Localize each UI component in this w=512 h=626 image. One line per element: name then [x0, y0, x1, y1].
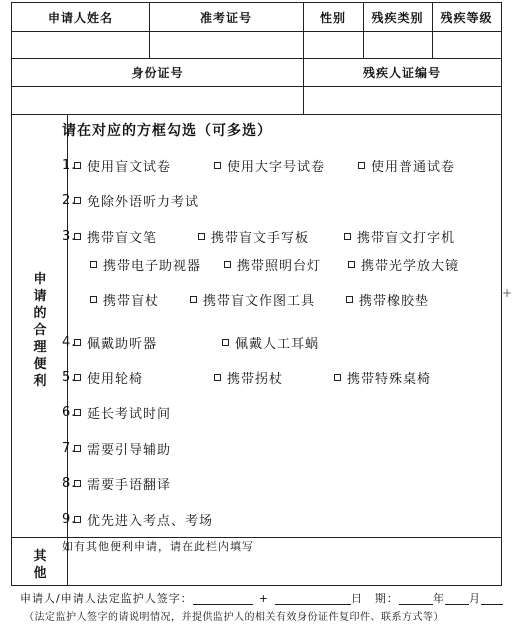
- item-8: [62, 476, 172, 493]
- checkbox[interactable]: [74, 339, 81, 346]
- option-extended-time[interactable]: [74, 403, 171, 422]
- item-number: 5.: [62, 370, 77, 385]
- option-label: 携带橡胶垫: [359, 293, 430, 309]
- checkbox[interactable]: [334, 374, 341, 381]
- option-crutches[interactable]: [214, 368, 283, 387]
- item-number: 7.: [62, 441, 77, 456]
- checkbox[interactable]: [190, 296, 197, 303]
- date-label: 日 期：: [350, 592, 399, 605]
- signature-line: [20, 590, 503, 606]
- header-disability-type: 残疾类别: [371, 10, 424, 25]
- checkbox[interactable]: [74, 233, 81, 240]
- option-rubber-mat[interactable]: [346, 290, 429, 309]
- option-braille-drawing-tools[interactable]: [190, 290, 315, 309]
- checkbox[interactable]: [74, 162, 81, 169]
- option-label: 佩戴助听器: [87, 337, 158, 352]
- option-label: 免除外语听力考试: [87, 195, 200, 210]
- item-number: 4.: [62, 335, 77, 350]
- header-disability-cert-no: 残疾人证编号: [362, 65, 441, 80]
- checkbox[interactable]: [90, 261, 97, 268]
- item-number: 6.: [62, 405, 77, 420]
- other-requests-hint: 如有其他便利申请，请在此栏内填写: [62, 540, 254, 553]
- item-2: [62, 193, 200, 210]
- item-1: [62, 158, 456, 175]
- year-label: 年: [432, 592, 445, 605]
- option-sign-language[interactable]: [74, 474, 171, 493]
- option-label: 佩戴人工耳蜗: [235, 337, 320, 352]
- checkbox[interactable]: [222, 339, 229, 346]
- item-9: [62, 512, 214, 529]
- item-number: 1.: [62, 158, 77, 173]
- checkbox[interactable]: [214, 374, 221, 381]
- header-exam-no: 准考证号: [199, 10, 252, 25]
- option-braille-paper[interactable]: [74, 156, 171, 175]
- checkbox[interactable]: [348, 261, 355, 268]
- option-priority-entry[interactable]: [74, 510, 213, 529]
- checkbox[interactable]: [74, 480, 81, 487]
- option-label: 优先进入考点、考场: [87, 514, 214, 529]
- checkbox[interactable]: [224, 261, 231, 268]
- plus-marker: +: [258, 592, 269, 605]
- checkbox[interactable]: [358, 162, 365, 169]
- option-white-cane[interactable]: [90, 290, 159, 309]
- checkbox[interactable]: [90, 296, 97, 303]
- option-braille-slate[interactable]: [198, 227, 309, 246]
- month-field[interactable]: [445, 594, 469, 605]
- item-number: 3.: [62, 229, 77, 244]
- item-number: 8.: [62, 476, 77, 491]
- option-label: 使用大字号试卷: [227, 160, 326, 175]
- option-wheelchair[interactable]: [74, 368, 143, 387]
- option-guide-assist[interactable]: [74, 439, 171, 458]
- option-label: 携带盲文笔: [87, 231, 158, 246]
- option-exempt-listening[interactable]: [74, 191, 199, 210]
- option-electronic-magnifier[interactable]: [90, 255, 201, 274]
- option-label: 使用普通试卷: [371, 160, 456, 175]
- instruction-heading: 请在对应的方框勾选（可多选）: [62, 123, 272, 139]
- option-label: 携带电子助视器: [103, 258, 202, 274]
- option-label: 携带光学放大镜: [361, 258, 460, 274]
- rule-r3: [12, 86, 501, 87]
- option-label: 使用轮椅: [87, 372, 144, 387]
- option-special-desk-chair[interactable]: [334, 368, 431, 387]
- signature-field[interactable]: [193, 594, 253, 605]
- guardian-note: （法定监护人签字的请说明情况，并提供监护人的相关有效身份证件复印件、联系方式等）: [24, 612, 444, 623]
- year-field[interactable]: [399, 594, 433, 605]
- signature-label: 申请人/申请人法定监护人签字：: [20, 592, 193, 605]
- item-4: [62, 335, 320, 352]
- header-disability-level: 残疾等级: [440, 10, 493, 25]
- side-plus-marker: +: [501, 286, 512, 300]
- item-3: [62, 229, 456, 246]
- option-label: 延长考试时间: [87, 407, 172, 422]
- section-label-accommodations: 申请的合理便利: [33, 272, 47, 389]
- option-large-print-paper[interactable]: [214, 156, 325, 175]
- rule-r4: [12, 114, 501, 115]
- option-label: 携带特殊桌椅: [347, 372, 432, 387]
- checkbox[interactable]: [74, 516, 81, 523]
- item-number: 9.: [62, 512, 77, 527]
- item-5: [62, 370, 432, 387]
- checkbox[interactable]: [74, 374, 81, 381]
- checkbox[interactable]: [74, 197, 81, 204]
- header-name: 申请人姓名: [47, 10, 113, 25]
- option-label: 携带拐杖: [227, 372, 284, 387]
- item-number: 2.: [62, 193, 77, 208]
- option-hearing-aid[interactable]: [74, 333, 157, 352]
- option-label: 携带盲文作图工具: [203, 293, 316, 309]
- header-id-no: 身份证号: [131, 65, 184, 80]
- option-label: 需要手语翻译: [87, 478, 172, 493]
- signature-field-2[interactable]: [275, 594, 351, 605]
- option-optical-magnifier[interactable]: [348, 255, 459, 274]
- option-regular-paper[interactable]: [358, 156, 455, 175]
- section-label-other: 其他: [33, 549, 47, 581]
- option-label: 使用盲文试卷: [87, 160, 172, 175]
- checkbox[interactable]: [346, 296, 353, 303]
- option-label: 携带盲文打字机: [357, 231, 456, 246]
- option-desk-lamp[interactable]: [224, 255, 321, 274]
- option-braille-pen[interactable]: [74, 227, 157, 246]
- option-label: 携带盲杖: [103, 293, 160, 309]
- option-label: 需要引导辅助: [87, 443, 172, 458]
- option-label: 携带照明台灯: [237, 258, 322, 274]
- header-gender: 性别: [319, 10, 346, 25]
- day-field[interactable]: [481, 594, 503, 605]
- option-cochlear-implant[interactable]: [222, 333, 319, 352]
- option-label: 携带盲文手写板: [211, 231, 310, 246]
- checkbox[interactable]: [74, 445, 81, 452]
- checkbox[interactable]: [198, 233, 205, 240]
- checkbox[interactable]: [344, 233, 351, 240]
- option-braille-typewriter[interactable]: [344, 227, 455, 246]
- rule-r1: [12, 31, 501, 32]
- checkbox[interactable]: [214, 162, 221, 169]
- month-label: 月: [468, 592, 481, 605]
- checkbox[interactable]: [74, 409, 81, 416]
- item-6: [62, 405, 172, 422]
- item-7: [62, 441, 172, 458]
